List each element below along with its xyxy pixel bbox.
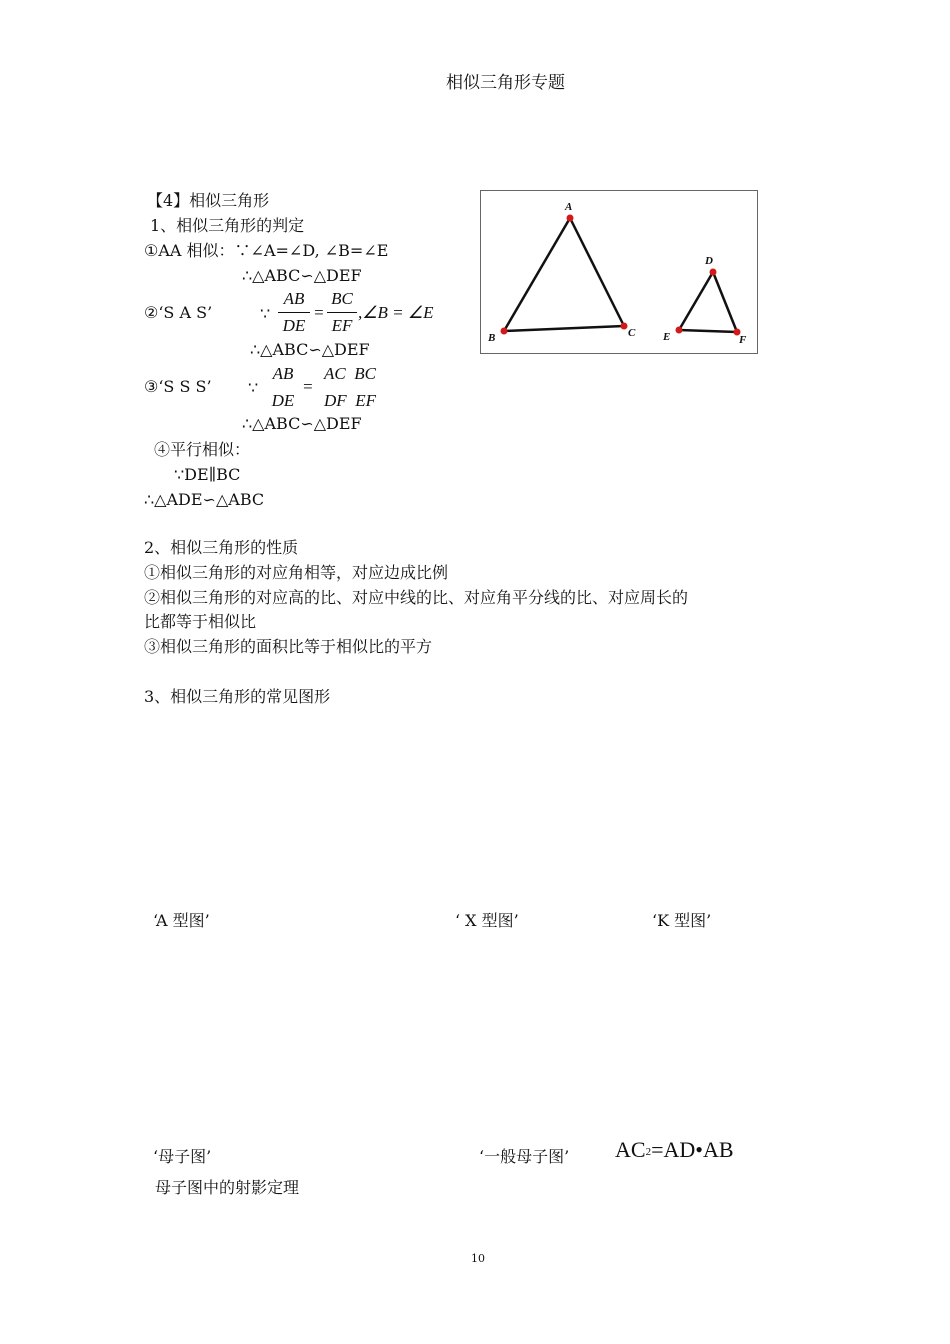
side-df: [713, 272, 737, 332]
projection-theorem-note: 母子图中的射影定理: [155, 1178, 300, 1197]
page-number: 10: [471, 1252, 485, 1265]
property-1: ①相似三角形的对应角相等，对应边成比例: [144, 563, 449, 582]
label-c: C: [628, 327, 636, 339]
sss-den-1: DE: [271, 391, 295, 410]
property-3: ③相似三角形的面积比等于相似比的平方: [144, 637, 433, 656]
sss-because: ∵: [248, 378, 259, 397]
sas-num-2: BC: [331, 289, 353, 308]
aa-criterion: ①AA 相似：∵∠A=∠D, ∠B=∠E: [144, 241, 389, 260]
sas-num-1: AB: [283, 289, 305, 308]
sss-conclusion: ∴△ABC∽△DEF: [242, 414, 362, 433]
sas-label: ②‘S A S’: [144, 303, 213, 322]
point-c: [621, 323, 628, 330]
parallel-condition: ∵DE∥BC: [174, 465, 241, 484]
label-d: D: [705, 255, 713, 267]
label-b: B: [488, 332, 496, 344]
label-f: F: [739, 334, 747, 346]
label-a: A: [565, 201, 573, 213]
projection-formula: [615, 1137, 734, 1163]
side-ac: [570, 218, 624, 326]
side-ef: [679, 330, 737, 332]
side-de: [679, 272, 713, 330]
sas-equals: =: [313, 303, 325, 322]
label-k-type: ‘K 型图’: [652, 911, 712, 930]
formula-exponent: 2: [645, 1146, 652, 1158]
sas-fraction-2: [327, 288, 357, 337]
triangle-abc: [501, 215, 628, 335]
section-heading: 【4】相似三角形: [147, 191, 270, 210]
formula-right: =AD•AB: [651, 1137, 734, 1162]
label-e: E: [663, 331, 671, 343]
side-bc: [504, 326, 624, 331]
parallel-label: ④平行相似：: [154, 440, 251, 459]
point-e: [676, 327, 683, 334]
aa-conclusion: ∴△ABC∽△DEF: [242, 266, 362, 285]
sss-equals: =: [302, 377, 314, 396]
label-general-mother-child: ‘一般母子图’: [479, 1147, 570, 1166]
formula-left: AC: [615, 1137, 646, 1162]
label-a-type: ‘A 型图’: [153, 911, 210, 930]
point-b: [501, 328, 508, 335]
label-x-type: ‘ X 型图’: [455, 911, 519, 930]
triangles-diagram: [481, 191, 757, 353]
sas-because: ∵: [260, 304, 271, 323]
sas-fraction-1: [278, 288, 310, 337]
property-2-line-2: 比都等于相似比: [144, 612, 257, 631]
subheading-criteria: 1、相似三角形的判定: [150, 216, 305, 235]
point-a: [567, 215, 574, 222]
property-2-line-1: ②相似三角形的对应高的比、对应中线的比、对应角平分线的比、对应周长的: [144, 588, 689, 607]
sss-den-2: DF EF: [324, 391, 376, 410]
sas-angle-condition: ,∠B = ∠E: [358, 303, 434, 322]
subheading-properties: 2、相似三角形的性质: [144, 538, 299, 557]
sss-num-2: AC BC: [324, 364, 376, 383]
page-title: 相似三角形专题: [446, 73, 565, 93]
side-ab: [504, 218, 570, 331]
sas-den-2: EF: [331, 316, 353, 335]
label-mother-child: ‘母子图’: [153, 1147, 212, 1166]
sss-fraction-1: [267, 363, 299, 412]
sss-num-1: AB: [272, 364, 294, 383]
sss-label: ③‘S S S’: [144, 377, 212, 396]
parallel-conclusion: ∴△ADE∽△ABC: [144, 490, 265, 509]
point-d: [710, 269, 717, 276]
triangle-def: [676, 269, 741, 336]
sas-den-1: DE: [282, 316, 306, 335]
subheading-common-figures: 3、相似三角形的常见图形: [144, 687, 331, 706]
sas-conclusion: ∴△ABC∽△DEF: [250, 340, 370, 359]
sss-fraction-2: [318, 363, 382, 412]
similar-triangles-figure: [480, 190, 758, 354]
